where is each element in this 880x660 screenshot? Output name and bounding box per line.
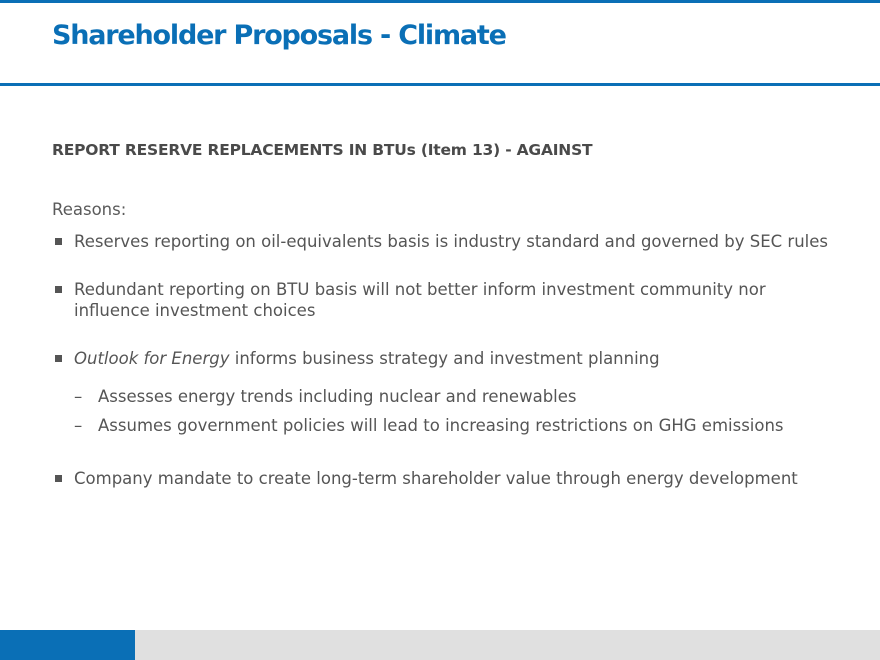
square-bullet-icon <box>55 238 62 245</box>
square-bullet-icon <box>55 475 62 482</box>
bullet-text: Redundant reporting on BTU basis will not better inform investment community nor influence investment choices <box>74 280 766 320</box>
bullet-item-4 <box>52 468 852 489</box>
dash-bullet-icon: – <box>74 387 83 406</box>
bullet-item-3 <box>52 348 852 369</box>
sub-bullet-text: Assesses energy trends including nuclear and renewables <box>98 387 577 406</box>
dash-bullet-icon: – <box>74 416 83 435</box>
bullet-item-1 <box>52 231 852 252</box>
footer-bar <box>135 630 880 660</box>
bullet-item-2 <box>52 279 792 321</box>
title-divider <box>0 83 880 86</box>
square-bullet-icon <box>55 286 62 293</box>
publication-title: Outlook for Energy <box>74 349 230 368</box>
bullet-text: Company mandate to create long-term shareholder value through energy development <box>74 469 798 488</box>
top-accent-bar <box>0 0 880 3</box>
reasons-label: Reasons: <box>52 200 127 219</box>
bullet-text <box>74 348 852 369</box>
bullet-text-rest: informs business strategy and investment planning <box>229 349 660 368</box>
slide-title: Shareholder Proposals - Climate <box>52 20 506 51</box>
sub-bullet-item-2 <box>74 415 854 436</box>
proposal-heading: REPORT RESERVE REPLACEMENTS IN BTUs (Item 13) - AGAINST <box>52 141 593 159</box>
square-bullet-icon <box>55 355 62 362</box>
footer-accent-block <box>0 630 135 660</box>
bullet-text: Reserves reporting on oil-equivalents basis is industry standard and governed by SEC rules <box>74 232 828 251</box>
sub-bullet-text: Assumes government policies will lead to increasing restrictions on GHG emissions <box>98 416 784 435</box>
sub-bullet-item-1 <box>74 386 854 407</box>
